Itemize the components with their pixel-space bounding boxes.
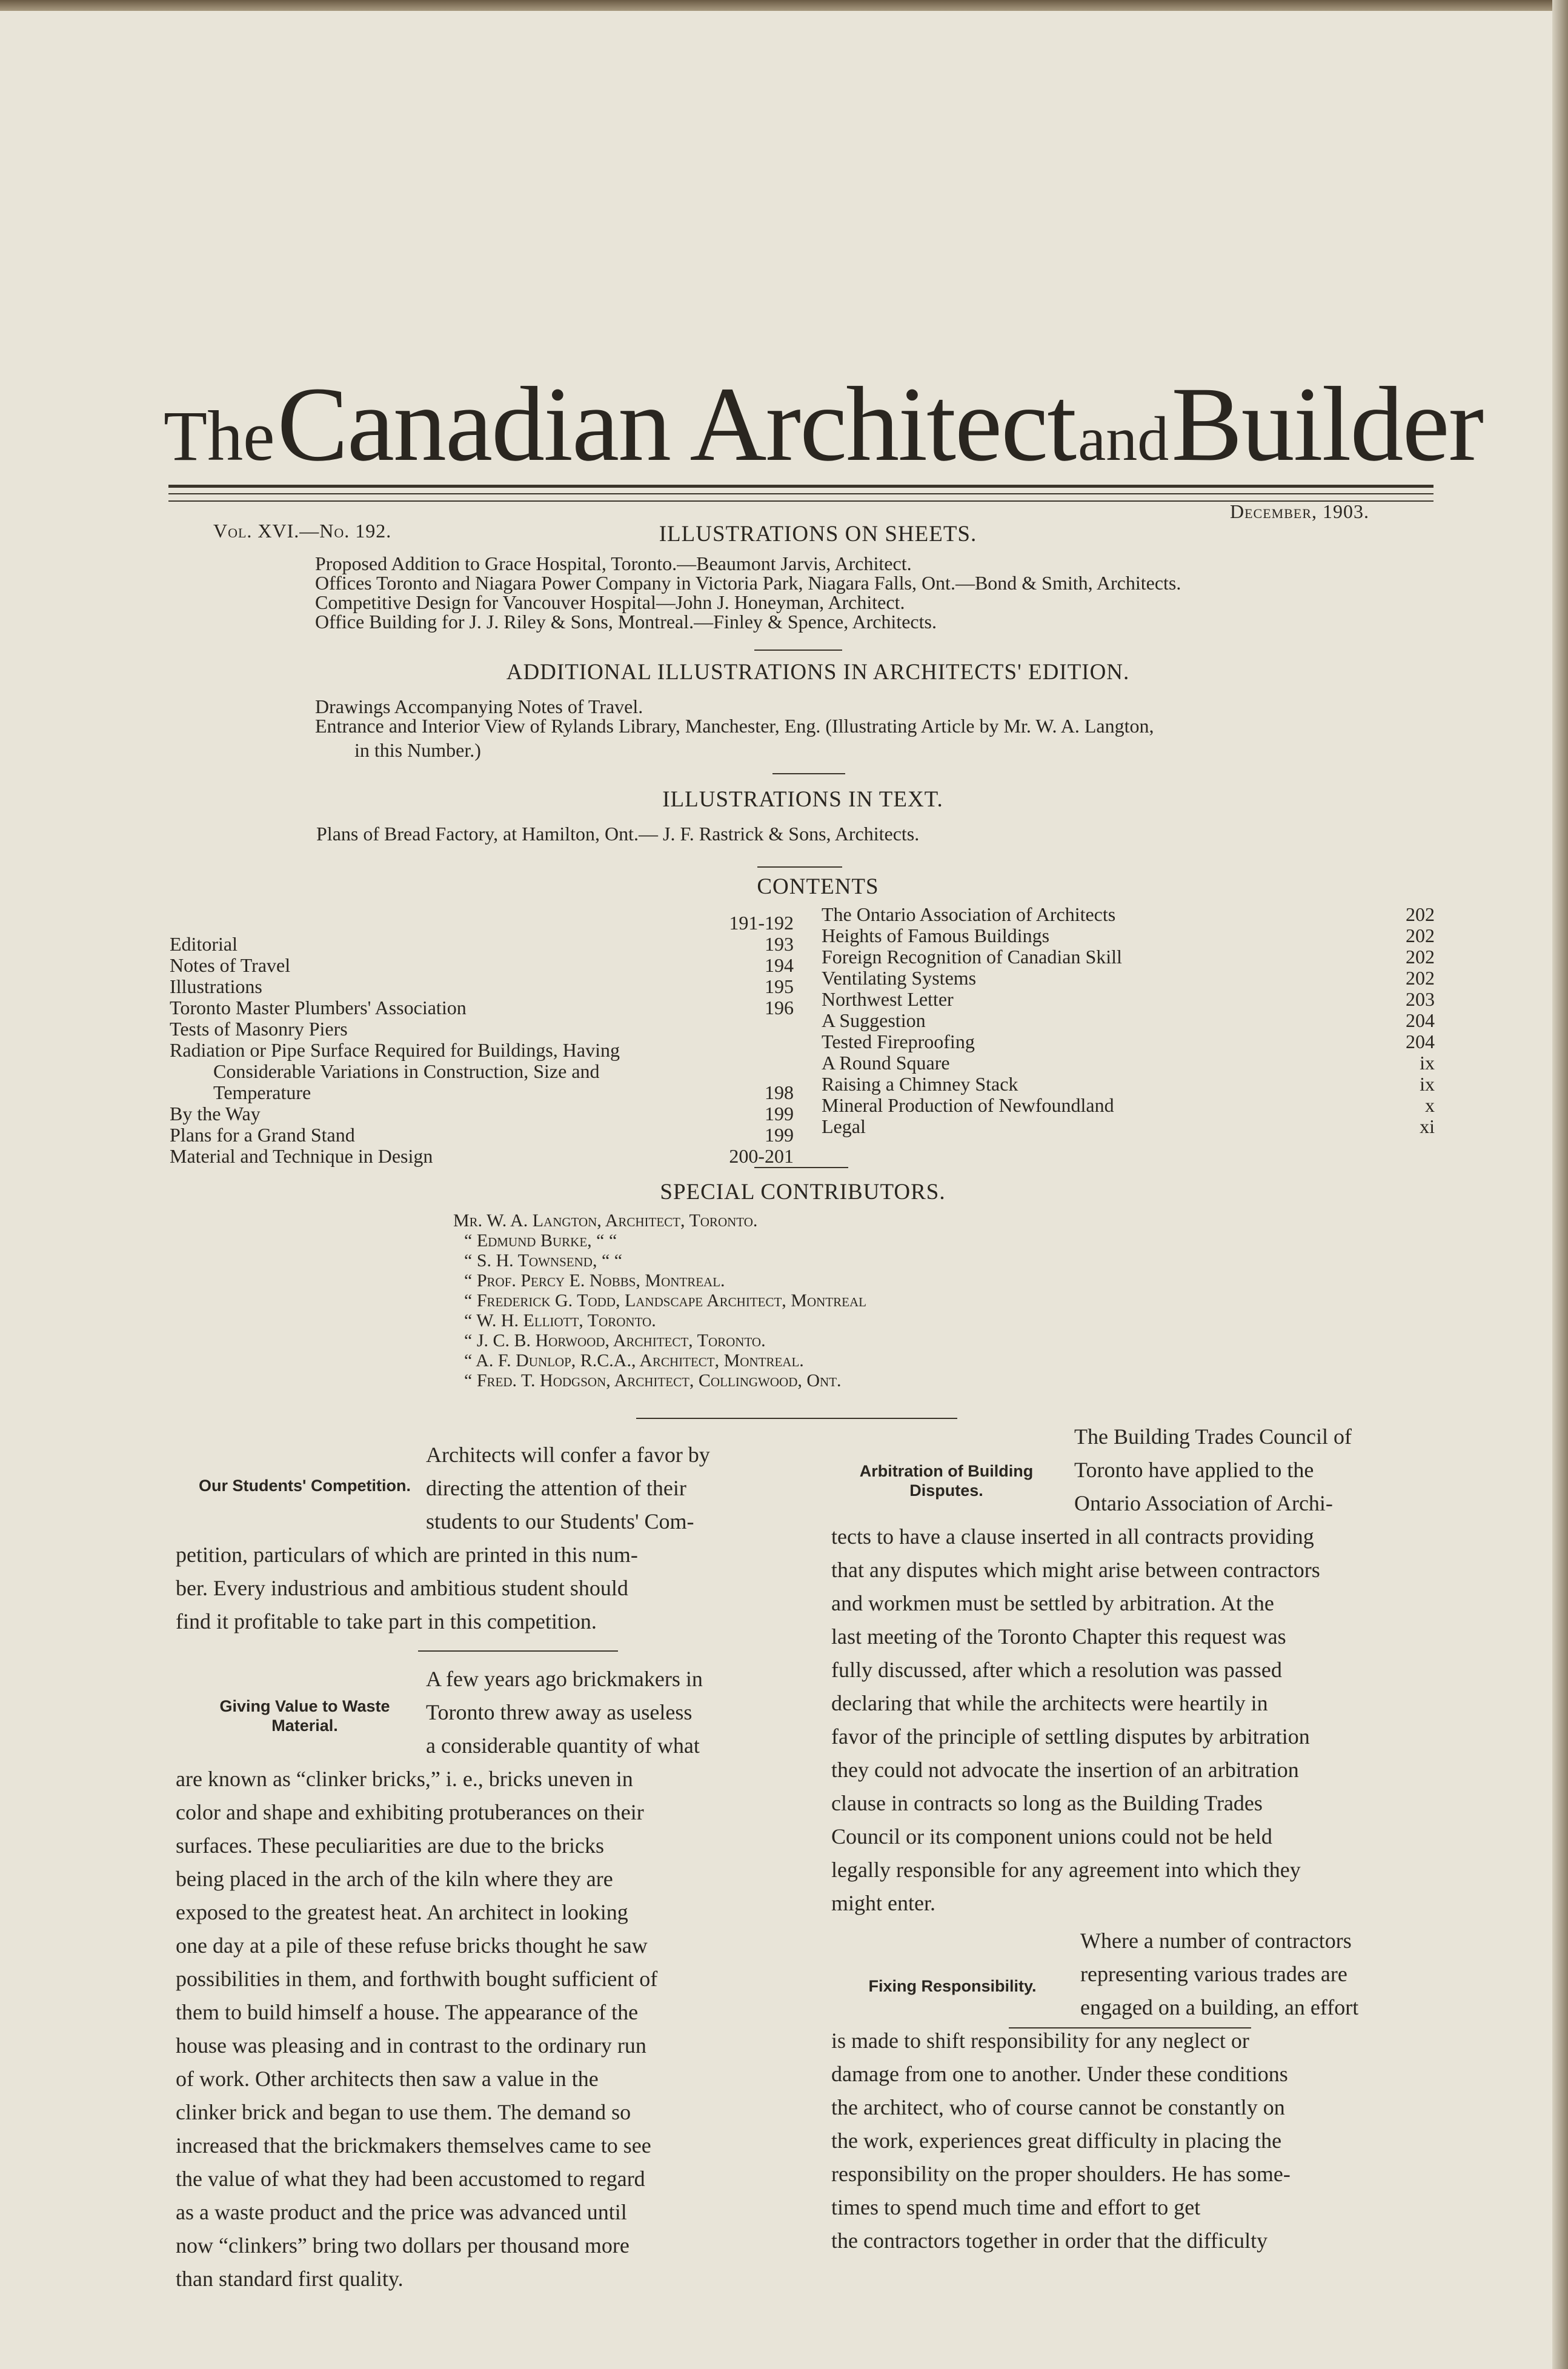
article-line: clause in contracts so long as the Building Trades xyxy=(831,1791,1263,1815)
toc-entry xyxy=(170,1103,794,1125)
article-responsibility-body xyxy=(831,2024,1443,2258)
article-line: is made to shift responsibility for any neglect or xyxy=(831,2028,1249,2053)
toc-entry xyxy=(170,1082,794,1103)
toc-page: 191-192 xyxy=(729,912,794,934)
toc-page: 196 xyxy=(765,997,794,1018)
toc-entry xyxy=(822,946,1435,968)
article-line: declaring that while the architects were heartily in xyxy=(831,1691,1268,1715)
article-line: tects to have a clause inserted in all contracts providing xyxy=(831,1524,1314,1549)
toc-title: A Round Square xyxy=(822,1052,950,1074)
toc-title: A Suggestion xyxy=(822,1009,926,1031)
masthead-and: and xyxy=(1078,404,1169,474)
side-heading-students: Our Students' Competition. xyxy=(199,1477,411,1495)
toc-entry xyxy=(170,1125,794,1146)
toc-page: 203 xyxy=(1406,988,1435,1010)
article-line: now “clinkers” bring two dollars per thousand more xyxy=(176,2233,630,2258)
article-line: representing various trades are xyxy=(1080,1962,1347,1986)
sheet-item: Proposed Addition to Grace Hospital, Toronto.—Beaumont Jarvis, Architect. xyxy=(315,553,912,574)
contributor: “ W. H. Elliott, Toronto. xyxy=(464,1311,656,1331)
contributors-list xyxy=(453,1211,866,1390)
contents-heading: CONTENTS xyxy=(757,874,879,899)
side-heading-waste: Giving Value to Waste Material. xyxy=(219,1697,390,1735)
article-line: directing the attention of their xyxy=(426,1476,686,1500)
article-line: surfaces. These peculiarities are due to the bricks xyxy=(176,1833,605,1858)
toc-entry xyxy=(170,934,794,955)
toc-title: Tested Fireproofing xyxy=(822,1031,975,1052)
article-line: that any disputes which might arise between contractors xyxy=(831,1558,1320,1582)
article-line: are known as “clinker bricks,” i. e., bricks uneven in xyxy=(176,1767,633,1791)
toc-title: Notes of Travel xyxy=(170,954,291,976)
additional-item: in this Number.) xyxy=(354,739,481,761)
contributor: “ A. F. Dunlop, R.C.A., Architect, Montreal. xyxy=(464,1351,804,1371)
article-students-body xyxy=(176,1538,796,1638)
article-line: Toronto threw away as useless xyxy=(426,1700,693,1724)
toc-entry xyxy=(170,912,794,934)
toc-entry xyxy=(822,989,1435,1010)
article-line: increased that the brickmakers themselves came to see xyxy=(176,2133,651,2158)
toc-page: 202 xyxy=(1406,925,1435,946)
toc-title: Editorial xyxy=(170,933,238,955)
article-waste-body xyxy=(176,1763,796,2296)
toc-entry xyxy=(170,1146,794,1167)
issue-date: December, 1903. xyxy=(1230,500,1370,522)
toc-entry xyxy=(822,1095,1435,1116)
toc-title: Considerable Variations in Construction, Size and xyxy=(213,1060,600,1082)
additional-item: Drawings Accompanying Notes of Travel. xyxy=(315,696,643,717)
sheet-item: Competitive Design for Vancouver Hospital—John J. Honeyman, Architect. xyxy=(315,591,905,613)
side-heading-responsibility: Fixing Responsibility. xyxy=(868,1977,1037,1995)
article-line: A few years ago brickmakers in xyxy=(426,1667,703,1691)
toc-page: 194 xyxy=(765,954,794,976)
masthead-rule-1 xyxy=(168,485,1433,488)
toc-entry xyxy=(822,1074,1435,1095)
additional-item: Entrance and Interior View of Rylands Library, Manchester, Eng. (Illustrating Article by Mr. W. A. Langton, xyxy=(315,715,1154,737)
article-line: color and shape and exhibiting protuberances on their xyxy=(176,1800,644,1824)
separator xyxy=(757,866,842,868)
toc-title: Toronto Master Plumbers' Association xyxy=(170,997,467,1018)
toc-page: 204 xyxy=(1406,1031,1435,1052)
article-line: a considerable quantity of what xyxy=(426,1733,700,1758)
toc-title: Ventilating Systems xyxy=(822,967,977,989)
toc-entry xyxy=(170,1061,794,1082)
toc-title: The Ontario Association of Architects xyxy=(822,903,1116,925)
article-line: Where a number of contractors xyxy=(1080,1929,1352,1953)
contents-left-column xyxy=(170,912,794,1167)
masthead-builder: Builder xyxy=(1171,365,1483,483)
toc-entry xyxy=(170,976,794,997)
masthead-rule-2 xyxy=(168,493,1433,494)
toc-title: Northwest Letter xyxy=(822,988,954,1010)
article-line: Ontario Association of Archi- xyxy=(1074,1491,1333,1515)
toc-page: 199 xyxy=(765,1124,794,1146)
sheet-item: Offices Toronto and Niagara Power Company in Victoria Park, Niagara Falls, Ont.—Bond & Smith, Architects. xyxy=(315,572,1181,594)
separator xyxy=(754,1167,848,1168)
article-line: Toronto have applied to the xyxy=(1074,1458,1314,1482)
separator xyxy=(754,650,842,651)
toc-page: 202 xyxy=(1406,946,1435,968)
article-line: engaged on a building, an effort xyxy=(1080,1995,1359,2019)
contributor: “ Frederick G. Todd, Landscape Architect, Montreal xyxy=(464,1291,866,1311)
article-line: possibilities in them, and forthwith bought sufficient of xyxy=(176,1967,658,1991)
article-line: might enter. xyxy=(831,1891,935,1915)
toc-page: ix xyxy=(1420,1052,1435,1074)
separator xyxy=(636,1418,957,1419)
article-line: petition, particulars of which are printed in this num- xyxy=(176,1543,638,1567)
article-line: fully discussed, after which a resolution was passed xyxy=(831,1658,1282,1682)
toc-page: 193 xyxy=(765,933,794,955)
contributor: “ Edmund Burke, “ “ xyxy=(464,1231,617,1251)
special-contributors-heading: SPECIAL CONTRIBUTORS. xyxy=(660,1180,946,1204)
toc-entry xyxy=(170,997,794,1018)
additional-illustrations-heading: ADDITIONAL ILLUSTRATIONS IN ARCHITECTS' EDITION. xyxy=(506,660,1130,685)
toc-entry xyxy=(170,955,794,976)
toc-title: Material and Technique in Design xyxy=(170,1145,433,1167)
toc-title: Raising a Chimney Stack xyxy=(822,1073,1018,1095)
toc-entry xyxy=(822,904,1435,925)
toc-page: 202 xyxy=(1406,903,1435,925)
toc-entry xyxy=(822,1031,1435,1052)
contributor: “ J. C. B. Horwood, Architect, Toronto. xyxy=(464,1331,766,1351)
article-line: find it profitable to take part in this competition. xyxy=(176,1609,597,1633)
article-line: the contractors together in order that the difficulty xyxy=(831,2228,1268,2253)
toc-page: 199 xyxy=(765,1103,794,1125)
contributor: “ S. H. Townsend, “ “ xyxy=(464,1251,623,1271)
article-line: favor of the principle of settling disputes by arbitration xyxy=(831,1724,1310,1749)
article-line: legally responsible for any agreement into which they xyxy=(831,1858,1301,1882)
article-responsibility-intro xyxy=(1080,1924,1443,2024)
toc-title: Temperature xyxy=(213,1082,311,1103)
article-line: damage from one to another. Under these conditions xyxy=(831,2062,1288,2086)
sheet-item: Office Building for J. J. Riley & Sons, Montreal.—Finley & Spence, Architects. xyxy=(315,611,937,633)
text-illustration-item: Plans of Bread Factory, at Hamilton, Ont.— J. F. Rastrick & Sons, Architects. xyxy=(316,823,920,845)
page-edge-top xyxy=(0,0,1568,11)
toc-title: Illustrations xyxy=(170,975,262,997)
masthead-canadian-architect: Canadian Architect xyxy=(277,365,1076,483)
toc-entry xyxy=(822,1052,1435,1074)
illustrations-in-text-heading: ILLUSTRATIONS IN TEXT. xyxy=(662,787,943,812)
contributor: “ Prof. Percy E. Nobbs, Montreal. xyxy=(464,1271,725,1291)
article-line: times to spend much time and effort to get xyxy=(831,2195,1201,2219)
toc-page: 200-201 xyxy=(729,1145,794,1167)
toc-page: x xyxy=(1425,1094,1435,1116)
toc-title: Foreign Recognition of Canadian Skill xyxy=(822,946,1122,968)
article-students-intro xyxy=(426,1438,796,1538)
separator xyxy=(418,1650,618,1652)
article-line: students to our Students' Com- xyxy=(426,1509,694,1533)
toc-page: ix xyxy=(1420,1073,1435,1095)
toc-title: By the Way xyxy=(170,1103,261,1125)
separator xyxy=(772,773,845,774)
illustrations-on-sheets-heading: ILLUSTRATIONS ON SHEETS. xyxy=(659,522,977,547)
toc-title: Legal xyxy=(822,1115,866,1137)
article-line: them to build himself a house. The appearance of the xyxy=(176,2000,639,2024)
article-waste-intro xyxy=(426,1663,796,1763)
contributor: “ Fred. T. Hodgson, Architect, Collingwood, Ont. xyxy=(464,1371,842,1390)
article-line: Council or its component unions could not be held xyxy=(831,1824,1272,1849)
toc-page: 202 xyxy=(1406,967,1435,989)
article-line: being placed in the arch of the kiln where they are xyxy=(176,1867,613,1891)
article-line: the work, experiences great difficulty in placing the xyxy=(831,2128,1282,2153)
article-line: they could not advocate the insertion of an arbitration xyxy=(831,1758,1299,1782)
article-arbitration-intro xyxy=(1074,1420,1443,1520)
article-line: exposed to the greatest heat. An architect in looking xyxy=(176,1900,628,1924)
article-line: as a waste product and the price was advanced until xyxy=(176,2200,627,2224)
toc-title: Radiation or Pipe Surface Required for Buildings, Having xyxy=(170,1039,620,1061)
article-line: The Building Trades Council of xyxy=(1074,1424,1352,1449)
toc-page: xi xyxy=(1420,1115,1435,1137)
article-line: and workmen must be settled by arbitration. At the xyxy=(831,1591,1274,1615)
toc-entry xyxy=(822,1010,1435,1031)
article-line: responsibility on the proper shoulders. He has some- xyxy=(831,2162,1291,2186)
toc-page: 204 xyxy=(1406,1009,1435,1031)
article-line: house was pleasing and in contrast to the ordinary run xyxy=(176,2033,646,2058)
article-line: one day at a pile of these refuse bricks thought he saw xyxy=(176,1933,648,1958)
toc-page: 198 xyxy=(765,1082,794,1103)
toc-entry xyxy=(822,925,1435,946)
contributor: Mr. W. A. Langton, Architect, Toronto. xyxy=(453,1211,758,1231)
page-edge-right xyxy=(1552,0,1568,2369)
toc-entry xyxy=(170,1018,794,1040)
volume-number: Vol. XVI.—No. 192. xyxy=(213,520,392,542)
article-line: the value of what they had been accustomed to regard xyxy=(176,2167,645,2191)
toc-title: Mineral Production of Newfoundland xyxy=(822,1094,1114,1116)
article-line: than standard first quality. xyxy=(176,2267,404,2291)
toc-title: Plans for a Grand Stand xyxy=(170,1124,355,1146)
masthead-the: The xyxy=(164,396,275,476)
masthead xyxy=(164,364,1483,485)
toc-title: Tests of Masonry Piers xyxy=(170,1018,348,1040)
toc-page: 195 xyxy=(765,975,794,997)
article-line: clinker brick and began to use them. The demand so xyxy=(176,2100,631,2124)
article-line: the architect, who of course cannot be constantly on xyxy=(831,2095,1285,2119)
article-line: of work. Other architects then saw a value in the xyxy=(176,2067,599,2091)
toc-entry xyxy=(170,1040,794,1061)
toc-entry xyxy=(822,1116,1435,1137)
toc-entry xyxy=(822,968,1435,989)
article-line: Architects will confer a favor by xyxy=(426,1443,710,1467)
toc-title: Heights of Famous Buildings xyxy=(822,925,1050,946)
article-arbitration-body xyxy=(831,1520,1443,1920)
article-line: ber. Every industrious and ambitious student should xyxy=(176,1576,628,1600)
article-line: last meeting of the Toronto Chapter this request was xyxy=(831,1624,1286,1649)
contents-right-column xyxy=(822,904,1435,1137)
side-heading-arbitration: Arbitration of Building Disputes. xyxy=(859,1462,1034,1500)
